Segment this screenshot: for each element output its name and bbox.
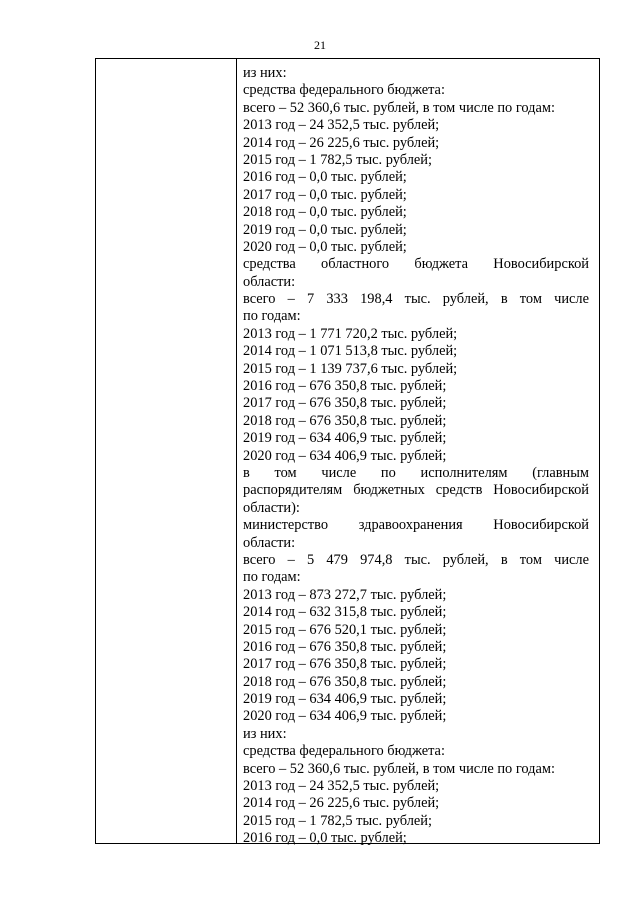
- text-line: в том числе по исполнителям (главным: [243, 464, 589, 481]
- text-line: 2014 год – 632 315,8 тыс. рублей;: [243, 604, 447, 621]
- text-line: 2019 год – 634 406,9 тыс. рублей;: [243, 430, 447, 447]
- text-line: министерство здравоохранения Новосибирской: [243, 517, 589, 534]
- text-line: по годам:: [243, 308, 301, 325]
- text-line: 2014 год – 26 225,6 тыс. рублей;: [243, 134, 440, 151]
- text-line: области:: [243, 534, 296, 551]
- text-line: 2016 год – 0,0 тыс. рублей;: [243, 169, 407, 186]
- text-line: 2017 год – 0,0 тыс. рублей;: [243, 186, 407, 203]
- text-line: средства федерального бюджета:: [243, 82, 445, 99]
- text-line: 2018 год – 0,0 тыс. рублей;: [243, 204, 407, 221]
- text-line: средства федерального бюджета:: [243, 743, 445, 760]
- text-line: 2016 год – 0,0 тыс. рублей;: [243, 830, 407, 847]
- text-line: 2020 год – 0,0 тыс. рублей;: [243, 238, 407, 255]
- text-line: 2014 год – 26 225,6 тыс. рублей;: [243, 795, 440, 812]
- text-line: 2013 год – 873 272,7 тыс. рублей;: [243, 586, 447, 603]
- text-line: 2018 год – 676 350,8 тыс. рублей;: [243, 673, 447, 690]
- text-line: по годам:: [243, 569, 301, 586]
- text-line: всего – 5 479 974,8 тыс. рублей, в том числе: [243, 551, 589, 568]
- text-line: средства областного бюджета Новосибирской: [243, 256, 589, 273]
- page-number: 21: [314, 38, 326, 52]
- text-line: 2013 год – 24 352,5 тыс. рублей;: [243, 117, 440, 134]
- text-line: 2014 год – 1 071 513,8 тыс. рублей;: [243, 343, 458, 360]
- text-line: 2017 год – 676 350,8 тыс. рублей;: [243, 395, 447, 412]
- text-line: 2015 год – 1 782,5 тыс. рублей;: [243, 151, 432, 168]
- text-line: 2020 год – 634 406,9 тыс. рублей;: [243, 708, 447, 725]
- text-line: 2015 год – 676 520,1 тыс. рублей;: [243, 621, 447, 638]
- text-line: 2015 год – 1 782,5 тыс. рублей;: [243, 812, 432, 829]
- text-line: 2019 год – 634 406,9 тыс. рублей;: [243, 691, 447, 708]
- text-line: распорядителям бюджетных средств Новосибирской: [243, 482, 589, 499]
- text-line: 2016 год – 676 350,8 тыс. рублей;: [243, 378, 447, 395]
- table-right-cell: [243, 65, 589, 848]
- text-line: из них:: [243, 65, 287, 81]
- text-line: 2017 год – 676 350,8 тыс. рублей;: [243, 656, 447, 673]
- text-line: 2020 год – 634 406,9 тыс. рублей;: [243, 447, 447, 464]
- text-line: 2013 год – 24 352,5 тыс. рублей;: [243, 778, 440, 795]
- text-line: всего – 7 333 198,4 тыс. рублей, в том числе: [243, 291, 589, 308]
- text-line: всего – 52 360,6 тыс. рублей, в том числе по годам:: [243, 99, 555, 116]
- table-left-cell: [96, 59, 237, 843]
- text-line: всего – 52 360,6 тыс. рублей, в том числе по годам:: [243, 760, 555, 777]
- text-line: 2015 год – 1 139 737,6 тыс. рублей;: [243, 360, 458, 377]
- text-line: 2016 год – 676 350,8 тыс. рублей;: [243, 638, 447, 655]
- text-line: 2019 год – 0,0 тыс. рублей;: [243, 221, 407, 238]
- text-line: области):: [243, 499, 300, 516]
- text-line: из них:: [243, 725, 287, 742]
- text-line: области:: [243, 273, 296, 290]
- text-line: 2018 год – 676 350,8 тыс. рублей;: [243, 412, 447, 429]
- budget-table: [95, 58, 600, 847]
- text-line: 2013 год – 1 771 720,2 тыс. рублей;: [243, 325, 458, 342]
